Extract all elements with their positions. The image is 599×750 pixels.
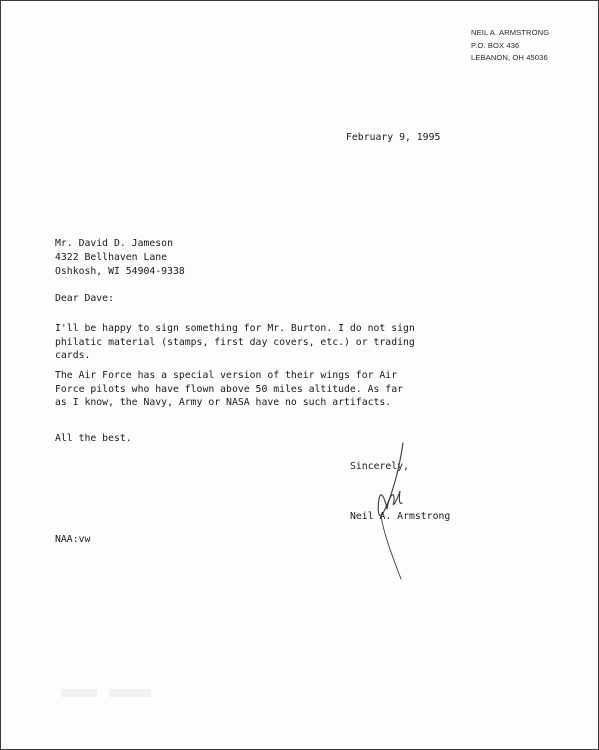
salutation: Dear Dave: (55, 293, 114, 304)
letterhead (471, 27, 549, 65)
recipient-name: Mr. David D. Jameson (55, 238, 173, 249)
faint-bleed-through (61, 689, 181, 697)
paragraph-line: philatic material (stamps, first day covers, etc.) or trading (55, 336, 415, 348)
recipient-street: 4322 Bellhaven Lane (55, 252, 168, 263)
paragraph-line: The Air Force has a special version of their wings for Air (55, 370, 398, 381)
closing-line: All the best. (55, 433, 132, 444)
body-paragraph-1 (55, 322, 415, 363)
signer-name: Neil A. Armstrong (350, 511, 451, 522)
recipient-city: Oshkosh, WI 54904-9338 (55, 266, 185, 277)
letterhead-po-box: P.O. BOX 436 (471, 40, 520, 50)
paragraph-line: as I know, the Navy, Army or NASA have no such artifacts. (55, 397, 392, 408)
typist-initials: NAA:vw (55, 534, 91, 545)
sign-off: Sincerely, (350, 461, 409, 472)
paragraph-line: Force pilots who have flown above 50 miles altitude. As far (55, 383, 403, 395)
letterhead-name: NEIL A. ARMSTRONG (471, 28, 550, 37)
letter-date: February 9, 1995 (346, 132, 441, 143)
paragraph-line: I'll be happy to sign something for Mr. Burton. I do not sign (55, 323, 415, 334)
letterhead-city: LEBANON, OH 45036 (471, 53, 548, 62)
body-paragraph-2 (55, 369, 403, 410)
paragraph-line: cards. (55, 350, 91, 361)
recipient-address (55, 237, 185, 279)
